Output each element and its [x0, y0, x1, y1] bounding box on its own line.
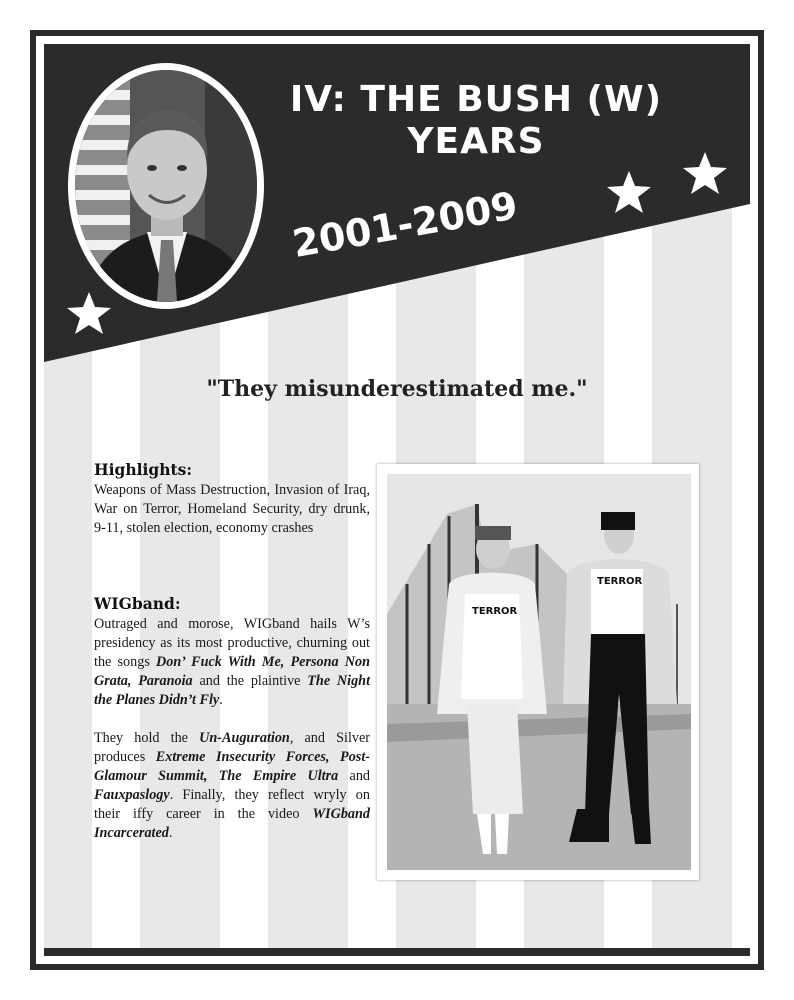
- text-run: ,: [203, 768, 219, 784]
- band-photo-illustration: [387, 474, 691, 870]
- wigband-paragraph-1: [94, 615, 370, 710]
- text-run: .: [168, 825, 173, 841]
- band-photo: [387, 474, 691, 870]
- star-icon: [680, 150, 730, 200]
- wigband-section: [94, 594, 370, 843]
- text-run: and: [338, 768, 371, 784]
- star-icon: [604, 169, 654, 219]
- bottom-rule: [44, 948, 750, 956]
- text-run: Outraged and morose, WIGband hails W’s presidency as its most productive, churning out the songs: [94, 616, 370, 670]
- shirt-text-right: TERROR: [597, 576, 643, 587]
- work-title: Post-Glamour Summit: [94, 749, 370, 784]
- portrait-photo: [75, 70, 257, 302]
- wigband-paragraph-2: [94, 729, 370, 843]
- highlights-heading: Highlights:: [94, 460, 193, 479]
- song-title: The Night the Planes Didn’t Fly: [94, 673, 371, 708]
- shirt-text-left: TERROR: [472, 606, 518, 617]
- text-run: ,: [280, 654, 291, 670]
- years-range: 2001-2009: [289, 183, 521, 266]
- song-title: Don’ Fuck With Me: [156, 654, 281, 670]
- portrait-illustration: [75, 70, 257, 302]
- quote: "They misunderestimated me.": [206, 376, 588, 402]
- text-run: and the plaintive: [192, 673, 308, 689]
- highlights-section: [94, 460, 370, 538]
- title-line-2: YEARS: [407, 121, 545, 162]
- text-run: ,: [325, 749, 341, 765]
- event-title: Un-Auguration: [199, 730, 290, 746]
- text-run: They hold the: [94, 730, 200, 746]
- video-title: WIGband Incarcerated: [94, 806, 370, 841]
- wigband-heading: WIGband:: [94, 594, 181, 613]
- work-title: The Empire Ultra: [218, 768, 339, 784]
- title-line-1: IV: THE BUSH (W): [289, 79, 663, 120]
- song-title: Persona Non Grata: [94, 654, 370, 689]
- work-title: Fauxpaslogy: [94, 787, 170, 803]
- text-run: .: [219, 692, 223, 708]
- star-icon: [64, 290, 114, 340]
- work-title: Extreme Insecurity Forces: [155, 749, 326, 765]
- highlights-body: Weapons of Mass Destruction, Invasion of Iraq, War on Terror, Homeland Security, dry drunk, 9-11, stolen election, economy crashes: [94, 482, 370, 536]
- text-run: ,: [127, 673, 139, 689]
- poster-panel: [44, 44, 750, 956]
- text-run: . Finally, they reflect wryly on their iffy career in the video: [94, 787, 370, 822]
- text-run: , and Silver produces: [94, 730, 371, 765]
- page-title: [266, 79, 686, 163]
- song-title: Paranoia: [138, 673, 193, 689]
